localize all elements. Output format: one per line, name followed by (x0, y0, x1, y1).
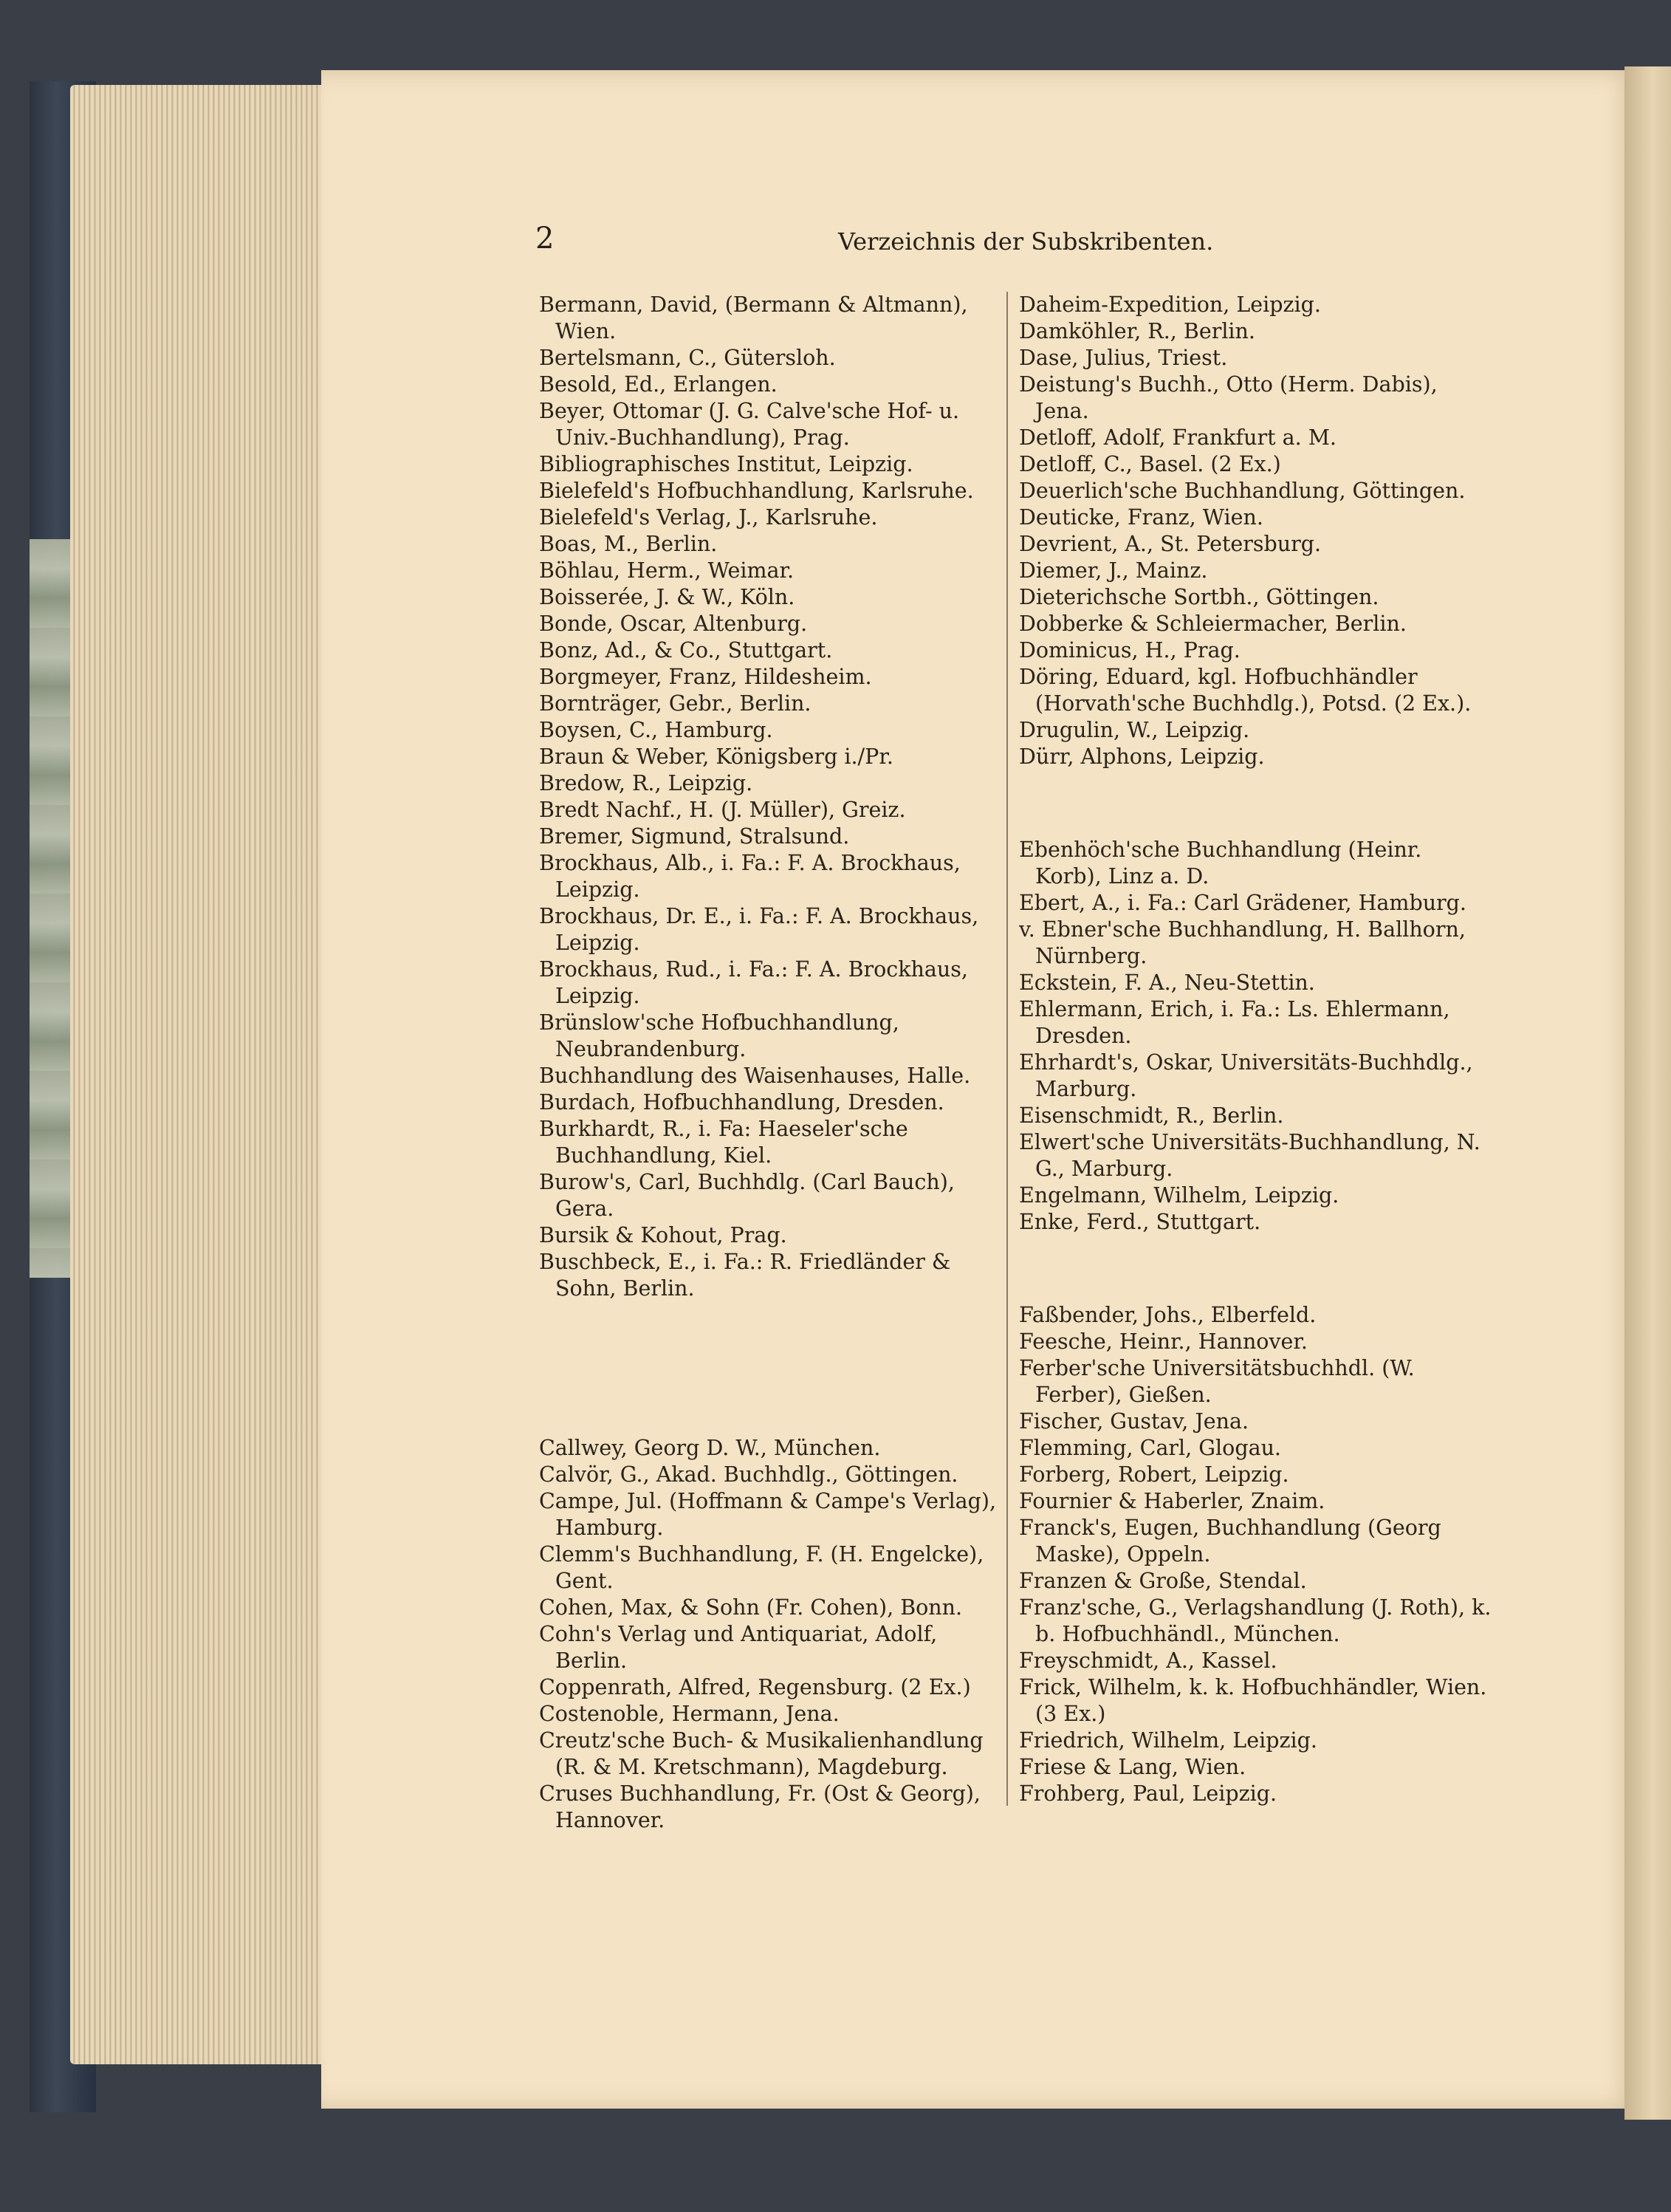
subscriber-entry: Flemming, Carl, Glogau. (1019, 1436, 1281, 1460)
subscriber-entry: Buchhandlung des Waisenhauses, Halle. (539, 1064, 971, 1088)
subscriber-entry: Böhlau, Herm., Weimar. (539, 558, 795, 583)
subscriber-entry: Bornträger, Gebr., Berlin. (539, 691, 812, 716)
subscriber-entry: Ehrhardt's, Oskar, Universitäts-Buchhdlg., Marburg. (1019, 1050, 1473, 1101)
subscriber-entry: Daheim-Expedition, Leipzig. (1019, 292, 1321, 317)
subscriber-entry: Beyer, Ottomar (J. G. Calve'sche Hof- u. Univ.-Buchhandlung), Prag. (539, 399, 960, 450)
group-b (539, 292, 997, 1302)
left-column (539, 292, 997, 1834)
subscriber-entry: Brockhaus, Alb., i. Fa.: F. A. Brockhaus, Leipzig. (539, 851, 961, 902)
subscriber-entry: Forberg, Robert, Leipzig. (1019, 1462, 1289, 1487)
subscriber-entry: Eisenschmidt, R., Berlin. (1019, 1103, 1284, 1128)
subscriber-entry: Deuticke, Franz, Wien. (1019, 505, 1263, 530)
subscriber-entry: Boas, M., Berlin. (539, 532, 718, 556)
subscriber-entry: Ferber'sche Universitätsbuchhdl. (W. Ferber), Gießen. (1019, 1356, 1415, 1407)
subscriber-entry: Elwert'sche Universitäts-Buchhandlung, N. G., Marburg. (1019, 1130, 1480, 1181)
subscriber-entry: Brünslow'sche Hofbuchhandlung, Neubrandenburg. (539, 1010, 899, 1061)
group-spacer (1019, 1236, 1492, 1302)
subscriber-entry: Bredow, R., Leipzig. (539, 771, 753, 795)
subscriber-entry: Bremer, Sigmund, Stralsund. (539, 824, 850, 849)
page-number: 2 (535, 222, 555, 256)
column-divider (1006, 292, 1008, 1806)
subscriber-entry: Dieterichsche Sortbh., Göttingen. (1019, 585, 1379, 609)
group-e (1019, 837, 1492, 1236)
subscriber-entry: Coppenrath, Alfred, Regensburg. (2 Ex.) (539, 1675, 971, 1699)
subscriber-entry: Deistung's Buchh., Otto (Herm. Dabis), Jena. (1019, 372, 1438, 423)
subscriber-entry: Fischer, Gustav, Jena. (1019, 1409, 1249, 1434)
subscriber-entry: Brockhaus, Dr. E., i. Fa.: F. A. Brockhaus, Leipzig. (539, 904, 979, 955)
subscriber-entry: Franzen & Große, Stendal. (1019, 1569, 1307, 1593)
subscriber-entry: Cruses Buchhandlung, Fr. (Ost & Georg), Hannover. (539, 1781, 981, 1832)
subscriber-entry: Boisserée, J. & W., Köln. (539, 585, 795, 609)
subscriber-entry: Bielefeld's Verlag, J., Karlsruhe. (539, 505, 878, 530)
subscriber-entry: Burow's, Carl, Buchhdlg. (Carl Bauch), Gera. (539, 1170, 955, 1221)
subscriber-entry: Cohen, Max, & Sohn (Fr. Cohen), Bonn. (539, 1595, 963, 1620)
subscriber-entry: Eckstein, F. A., Neu-Stettin. (1019, 970, 1315, 995)
subscriber-entry: Franz'sche, G., Verlagshandlung (J. Roth), k. b. Hofbuchhändl., München. (1019, 1595, 1492, 1646)
subscriber-entry: Braun & Weber, Königsberg i./Pr. (539, 744, 893, 769)
subscriber-entry: Detloff, Adolf, Frankfurt a. M. (1019, 425, 1337, 450)
subscriber-entry: Franck's, Eugen, Buchhandlung (Georg Maske), Oppeln. (1019, 1516, 1441, 1566)
subscriber-entry: Friedrich, Wilhelm, Leipzig. (1019, 1728, 1317, 1753)
subscriber-entry: Campe, Jul. (Hoffmann & Campe's Verlag), Hamburg. (539, 1489, 997, 1540)
group-spacer (539, 1369, 997, 1435)
subscriber-entry: Frick, Wilhelm, k. k. Hofbuchhändler, Wien. (3 Ex.) (1019, 1675, 1487, 1726)
subscriber-entry: Dürr, Alphons, Leipzig. (1019, 744, 1265, 769)
subscriber-entry: Bonde, Oscar, Altenburg. (539, 612, 808, 636)
subscriber-entry: Bursik & Kohout, Prag. (539, 1223, 787, 1247)
subscriber-entry: Burkhardt, R., i. Fa: Haeseler'sche Buchhandlung, Kiel. (539, 1117, 908, 1168)
subscriber-entry: Brockhaus, Rud., i. Fa.: F. A. Brockhaus, Leipzig. (539, 957, 968, 1008)
subscriber-entry: Bielefeld's Hofbuchhandlung, Karlsruhe. (539, 479, 974, 503)
subscriber-entry: Faßbender, Johs., Elberfeld. (1019, 1303, 1317, 1327)
page-header (535, 222, 1214, 266)
subscriber-entry: Ebert, A., i. Fa.: Carl Grädener, Hamburg. (1019, 891, 1466, 915)
subscriber-entry: Deuerlich'sche Buchhandlung, Göttingen. (1019, 479, 1466, 503)
subscriber-entry: Drugulin, W., Leipzig. (1019, 718, 1250, 742)
subscriber-entry: Detloff, C., Basel. (2 Ex.) (1019, 452, 1281, 476)
subscriber-entry: Engelmann, Wilhelm, Leipzig. (1019, 1183, 1339, 1208)
subscriber-entry: Devrient, A., St. Petersburg. (1019, 532, 1322, 556)
subscriber-entry: Enke, Ferd., Stuttgart. (1019, 1210, 1261, 1234)
subscriber-entry: Diemer, J., Mainz. (1019, 558, 1208, 583)
subscriber-entry: Costenoble, Hermann, Jena. (539, 1702, 840, 1726)
group-f (1019, 1302, 1492, 1807)
subscriber-entry: Calvör, G., Akad. Buchhdlg., Göttingen. (539, 1462, 958, 1487)
subscriber-entry: Bermann, David, (Bermann & Altmann), Wien. (539, 292, 968, 343)
subscriber-entry: Besold, Ed., Erlangen. (539, 372, 778, 397)
subscriber-entry: Ebenhöch'sche Buchhandlung (Heinr. Korb), Linz a. D. (1019, 838, 1422, 888)
subscriber-entry: Feesche, Heinr., Hannover. (1019, 1329, 1308, 1354)
book-gutter (1624, 66, 1671, 2120)
page-edges (70, 85, 321, 2064)
subscriber-entry: Dobberke & Schleiermacher, Berlin. (1019, 612, 1407, 636)
running-title: Verzeichnis der Subskribenten. (838, 227, 1214, 256)
subscriber-entry: Fournier & Haberler, Znaim. (1019, 1489, 1325, 1513)
subscriber-entry: Bertelsmann, C., Gütersloh. (539, 346, 836, 370)
subscriber-entry: Cohn's Verlag und Antiquariat, Adolf, Berlin. (539, 1622, 938, 1673)
subscriber-entry: Borgmeyer, Franz, Hildesheim. (539, 665, 872, 689)
subscriber-entry: Freyschmidt, A., Kassel. (1019, 1648, 1277, 1673)
group-spacer (1019, 770, 1492, 837)
subscriber-entry: Dominicus, H., Prag. (1019, 638, 1241, 662)
group-spacer (539, 1302, 997, 1369)
subscriber-entry: Frohberg, Paul, Leipzig. (1019, 1781, 1277, 1806)
subscriber-entry: Boysen, C., Hamburg. (539, 718, 773, 742)
subscriber-entry: Bredt Nachf., H. (J. Müller), Greiz. (539, 798, 906, 822)
subscriber-entry: Creutz'sche Buch- & Musikalienhandlung (R. & M. Kretschmann), Magdeburg. (539, 1728, 984, 1779)
subscriber-entry: Bonz, Ad., & Co., Stuttgart. (539, 638, 833, 662)
subscriber-entry: Friese & Lang, Wien. (1019, 1755, 1246, 1779)
subscriber-entry: Buschbeck, E., i. Fa.: R. Friedländer & Sohn, Berlin. (539, 1250, 951, 1301)
subscriber-entry: Damköhler, R., Berlin. (1019, 319, 1255, 343)
subscriber-entry: Burdach, Hofbuchhandlung, Dresden. (539, 1090, 944, 1114)
subscriber-entry: Clemm's Buchhandlung, F. (H. Engelcke), Gent. (539, 1542, 984, 1593)
group-c (539, 1435, 997, 1834)
subscriber-entry: Döring, Eduard, kgl. Hofbuchhändler (Horvath'sche Buchhdlg.), Potsd. (2 Ex.). (1019, 665, 1472, 716)
subscriber-entry: Ehlermann, Erich, i. Fa.: Ls. Ehlermann, Dresden. (1019, 997, 1450, 1048)
subscriber-entry: Callwey, Georg D. W., München. (539, 1436, 881, 1460)
group-d (1019, 292, 1492, 770)
subscriber-entry: Dase, Julius, Triest. (1019, 346, 1228, 370)
subscriber-entry: Bibliographisches Institut, Leipzig. (539, 452, 913, 476)
right-column (1019, 292, 1492, 1807)
subscriber-entry: v. Ebner'sche Buchhandlung, H. Ballhorn, Nürnberg. (1019, 917, 1466, 968)
